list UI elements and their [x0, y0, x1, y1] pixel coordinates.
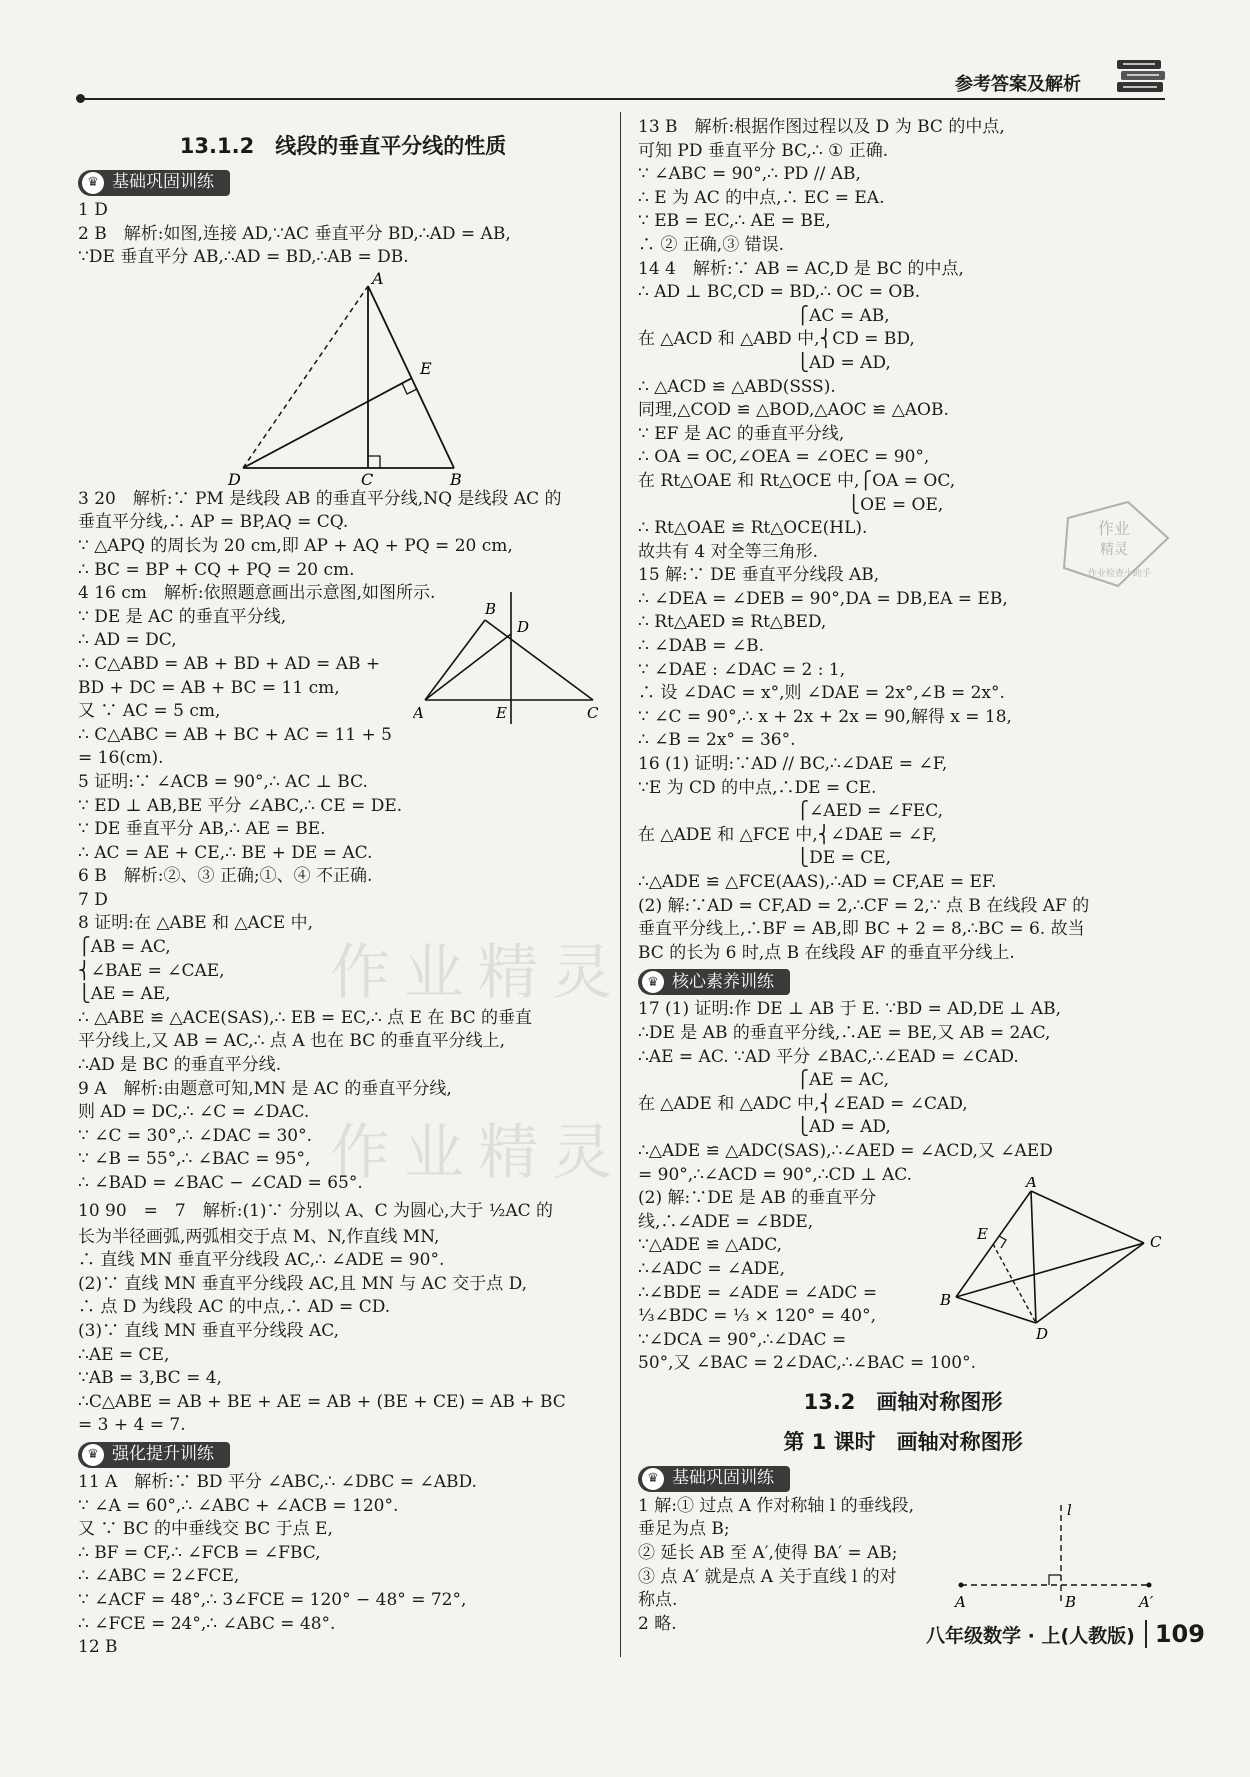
answer-line: ⎩AD = AD, [638, 1117, 891, 1138]
answer-line: 线,∴∠ADE = ∠BDE, [638, 1211, 814, 1232]
answer-line: ∴ Rt△OAE ≌ Rt△OCE(HL). [638, 518, 868, 539]
section-badge: ♛ 强化提升训练 [78, 1442, 230, 1468]
answer-line: 10 90 = 7 解析:(1)∵ 分别以 A、C 为圆心,大于 ½AC 的 [78, 1200, 554, 1221]
answer-line: 垂直平分线上,∴BF = AB,即 BC + 2 = 8,∴BC = 6. 故当 [638, 919, 1085, 940]
answer-line: 1 解:① 过点 A 作对称轴 l 的垂线段, [638, 1495, 915, 1516]
section-badge: ♛ 基础巩固训练 [78, 170, 230, 196]
left-column [78, 126, 608, 1660]
answer-line: = 3 + 4 = 7. [78, 1415, 186, 1436]
point-e: E [420, 358, 432, 378]
answer-line: 故共有 4 对全等三角形. [638, 541, 819, 562]
answer-line: (2) 解:∵DE 是 AB 的垂直平分 [638, 1188, 877, 1209]
point-c: C [1150, 1233, 1162, 1252]
answer-line: ∵ EB = EC,∴ AE = BE, [638, 211, 831, 232]
page-number: 109 [1145, 1620, 1205, 1648]
answer-line: 3 20 解析:∵ PM 是线段 AB 的垂直平分线,NQ 是线段 AC 的 [78, 488, 562, 509]
answer-line: ∴ BC = BP + CQ + PQ = 20 cm. [78, 559, 355, 580]
answer-line: ∴ BF = CF,∴ ∠FCB = ∠FBC, [78, 1542, 321, 1563]
lesson-title: 第 1 课时 画轴对称图形 [783, 1429, 1023, 1454]
answer-line: ∵ ∠DAE : ∠DAC = 2 : 1, [638, 659, 846, 680]
header-title: 参考答案及解析 [955, 74, 1081, 95]
answer-line: 15 解:∵ DE 垂直平分线段 AB, [638, 565, 880, 586]
crown-icon: ♛ [642, 1468, 664, 1490]
answer-line: ∴∠BDE = ∠ADE = ∠ADC = [638, 1282, 878, 1303]
answer-line: 2 B 解析:如图,连接 AD,∵AC 垂直平分 BD,∴AD = AB, [78, 223, 511, 244]
answer-line: 又 ∵ BC 的中垂线交 BC 于点 E, [78, 1519, 333, 1540]
answer-line: ∵ ED ⊥ AB,BE 平分 ∠ABC,∴ CE = DE. [78, 795, 403, 816]
watermark: 作业精灵 [330, 938, 626, 1008]
answer-line: ∴DE 是 AB 的垂直平分线,∴AE = BE,又 AB = 2AC, [638, 1022, 1051, 1043]
answer-line: BC 的长为 6 时,点 B 在线段 AF 的垂直平分线上. [638, 942, 1015, 963]
answer-line: ∴ Rt△AED ≌ Rt△BED, [638, 612, 827, 633]
books-icon [1115, 56, 1167, 96]
answer-line: ⎧AE = AC, [638, 1070, 889, 1091]
answer-line: ∴ C△ABD = AB + BD + AD = AB + [78, 653, 381, 674]
answer-line: ⅓∠BDC = ⅓ × 120° = 40°, [638, 1306, 876, 1327]
answer-line: ∴AE = CE, [78, 1344, 170, 1365]
answer-line: ∵ ∠ABC = 90°,∴ PD // AB, [638, 164, 861, 185]
answer-line: ⎧AC = AB, [638, 305, 890, 326]
answer-line: ⎧∠AED = ∠FEC, [638, 801, 944, 822]
answer-1: 1 D [78, 200, 108, 220]
answer-line: 称点. [638, 1590, 678, 1611]
point-b: B [940, 1291, 952, 1310]
answer-line: ∵ DE 是 AC 的垂直平分线, [78, 606, 287, 627]
answer-line: ∴ △ACD ≌ △ABD(SSS). [638, 376, 836, 397]
answer-line: ∴ C△ABC = AB + BC + AC = 11 + 5 [78, 724, 392, 745]
section-badge: ♛ 基础巩固训练 [638, 1466, 790, 1492]
answer-line: 则 AD = DC,∴ ∠C = ∠DAC. [78, 1102, 310, 1123]
answer-line: ∵ DE 垂直平分 AB,∴ AE = BE. [78, 819, 326, 840]
answer-line: ∴ 直线 MN 垂直平分线段 AC,∴ ∠ADE = 90°. [78, 1250, 445, 1271]
answer-line: 在 △ADE 和 △FCE 中,⎨∠DAE = ∠F, [638, 824, 937, 845]
answer-line: ⎩DE = CE, [638, 848, 892, 869]
watermark: 作业精灵 [330, 1118, 626, 1188]
answer-line: 5 证明:∵ ∠ACB = 90°,∴ AC ⊥ BC. [78, 771, 368, 792]
answer-line: ∴ AD = DC, [78, 630, 177, 651]
answer-line: 可知 PD 垂直平分 BC,∴ ① 正确. [638, 140, 889, 161]
answer-line: ∵E 为 CD 的中点,∴DE = CE. [638, 777, 877, 798]
point-a: A [955, 1592, 966, 1611]
answer-line: ∴ ∠B = 2x° = 36°. [638, 730, 796, 751]
answer-line: ∴ ∠ABC = 2∠FCE, [78, 1566, 240, 1587]
answer-line: 9 A 解析:由题意可知,MN 是 AC 的垂直平分线, [78, 1078, 452, 1099]
answer-line: = 16(cm). [78, 748, 164, 769]
answer-line: 平分线上,又 AB = AC,∴ 点 A 也在 BC 的垂直平分线上, [78, 1031, 506, 1052]
answer-line: ∴ 设 ∠DAC = x°,则 ∠DAE = 2x°,∠B = 2x°. [638, 683, 1005, 704]
answer-line: ∴ AD ⊥ BC,CD = BD,∴ OC = OB. [638, 282, 921, 303]
answer-7: 7 D [78, 889, 108, 910]
point-c: C [587, 704, 599, 723]
answer-line: 17 (1) 证明:作 DE ⊥ AB 于 E. ∵BD = AD,DE ⊥ AB, [638, 999, 1061, 1020]
answer-line: = 90°,∴∠ACD = 90°,∴CD ⊥ AC. [638, 1164, 913, 1185]
answer-line: ∴∠ADC = ∠ADE, [638, 1258, 785, 1279]
answer-line: 又 ∵ AC = 5 cm, [78, 701, 221, 722]
answer-line: 在 Rt△OAE 和 Rt△OCE 中,⎧OA = OC, [638, 470, 956, 491]
figure-quadrilateral-abcd [938, 1177, 1168, 1342]
answer-line: ∴△ADE ≌ △FCE(AAS),∴AD = CF,AE = EF. [638, 872, 997, 892]
answer-line: ∴ ② 正确,③ 错误. [638, 234, 785, 255]
point-e: E [977, 1225, 988, 1244]
answer-line: ⎩AD = AD, [638, 352, 891, 373]
answer-line: ∵ ∠B = 55°,∴ ∠BAC = 95°, [78, 1149, 311, 1170]
point-a: A [372, 269, 384, 288]
answer-line: ∵ ∠ACF = 48°,∴ 3∠FCE = 120° − 48° = 72°, [78, 1589, 467, 1610]
answer-line: ∴AD 是 BC 的垂直平分线. [78, 1055, 282, 1076]
point-e: E [496, 704, 507, 723]
answer-line: ② 延长 AB 至 A′,使得 BA′ = AB; [638, 1543, 898, 1564]
answer-line: 16 (1) 证明:∵AD // BC,∴∠DAE = ∠F, [638, 754, 948, 775]
answer-line: ③ 点 A′ 就是点 A 关于直线 l 的对 [638, 1566, 897, 1587]
section-title: 13.2 画轴对称图形 [803, 1389, 1003, 1414]
answer-line: ∴ ∠DAB = ∠B. [638, 636, 765, 657]
svg-text:精灵: 精灵 [1100, 542, 1128, 558]
answer-line: (2)∵ 直线 MN 垂直平分线段 AC,且 MN 与 AC 交于点 D, [78, 1273, 528, 1294]
header-rule [80, 98, 1165, 100]
figure-triangle-abc [413, 588, 603, 728]
answer-line: ⎩AE = AE, [78, 984, 171, 1005]
stamp [1058, 498, 1176, 590]
svg-text:作业: 作业 [1098, 519, 1131, 538]
point-a: A [413, 704, 424, 723]
answer-line: (3)∵ 直线 MN 垂直平分线段 AC, [78, 1320, 340, 1341]
answer-line: ∴ AC = AE + CE,∴ BE + DE = AC. [78, 842, 373, 863]
answer-line: ∵ ∠A = 60°,∴ ∠ABC + ∠ACB = 120°. [78, 1495, 399, 1516]
answer-line: ∴ ∠BAD = ∠BAC − ∠CAD = 65°. [78, 1173, 363, 1193]
answer-line: 11 A 解析:∵ BD 平分 ∠ABC,∴ ∠DBC = ∠ABD. [78, 1471, 477, 1492]
svg-text:作业检查小助手: 作业检查小助手 [1088, 569, 1152, 579]
answer-line: ∴ △ABE ≌ △ACE(SAS),∴ EB = EC,∴ 点 E 在 BC 的垂直 [78, 1007, 532, 1028]
point-c: C [361, 469, 374, 488]
crown-icon: ♛ [82, 172, 104, 194]
answer-line: ⎧AB = AC, [78, 937, 171, 958]
point-d: D [517, 618, 530, 637]
answer-line: ∴AE = AC. ∵AD 平分 ∠BAC,∴∠EAD = ∠CAD. [638, 1046, 1019, 1067]
answer-line: 14 4 解析:∵ AB = AC,D 是 BC 的中点, [638, 258, 964, 279]
answer-line: 2 略. [638, 1613, 677, 1634]
figure-axis-symmetry [953, 1495, 1163, 1615]
answer-line: ∴ E 为 AC 的中点,∴ EC = EA. [638, 187, 885, 208]
answer-line: 在 △ACD 和 △ABD 中,⎨CD = BD, [638, 329, 915, 350]
column-divider [620, 112, 621, 1657]
answer-line: (2) 解:∵AD = CF,AD = 2,∴CF = 2,∵ 点 B 在线段 AF 的 [638, 895, 1090, 916]
point-b: B [485, 600, 497, 619]
crown-icon: ♛ [642, 971, 664, 993]
section-title: 13.1.2 线段的垂直平分线的性质 [179, 134, 507, 158]
answer-line: 垂直平分线,∴ AP = BP,AQ = CQ. [78, 512, 349, 533]
figure-triangle-abd [78, 270, 608, 488]
answer-line: ∴ OA = OC,∠OEA = ∠OEC = 90°, [638, 447, 930, 468]
point-a: A [1026, 1177, 1037, 1192]
answer-line: ∵∠DCA = 90°,∴∠DAC = [638, 1329, 847, 1350]
answer-line: ∵ ∠C = 30°,∴ ∠DAC = 30°. [78, 1125, 313, 1146]
answer-line: 8 证明:在 △ABE 和 △ACE 中, [78, 913, 313, 934]
answer-line: ∴ 点 D 为线段 AC 的中点,∴ AD = CD. [78, 1297, 391, 1318]
point-a-prime: A′ [1139, 1592, 1154, 1611]
answer-line: ∴ ∠FCE = 24°,∴ ∠ABC = 48°. [78, 1613, 336, 1634]
answer-line: ⎩OE = OE, [638, 494, 944, 515]
answer-line: 50°,又 ∠BAC = 2∠DAC,∴∠BAC = 100°. [638, 1353, 977, 1374]
answer-line: ∴△ADE ≌ △ADC(SAS),∴∠AED = ∠ACD,又 ∠AED [638, 1140, 1053, 1161]
crown-icon: ♛ [82, 1444, 104, 1466]
answer-6: 6 B 解析:②、③ 正确;①、④ 不正确. [78, 866, 373, 887]
answer-line: 13 B 解析:根据作图过程以及 D 为 BC 的中点, [638, 117, 1005, 137]
answer-line: 同理,△COD ≌ △BOD,△AOC ≌ △AOB. [638, 400, 949, 421]
answer-line: ∵DE 垂直平分 AB,∴AD = BD,∴AB = DB. [78, 247, 409, 268]
answer-line: ∵△ADE ≌ △ADC, [638, 1235, 783, 1256]
line-l: l [1067, 1500, 1072, 1519]
answer-line: 4 16 cm 解析:依照题意画出示意图,如图所示. [78, 583, 436, 604]
answer-line: ⎨∠BAE = ∠CAE, [78, 960, 225, 981]
answer-line: BD + DC = AB + BC = 11 cm, [78, 677, 340, 698]
answer-line: ∴ ∠DEA = ∠DEB = 90°,DA = DB,EA = EB, [638, 588, 1008, 609]
answer-line: 长为半径画弧,两弧相交于点 M、N,作直线 MN, [78, 1226, 440, 1247]
answer-line: ∵ △APQ 的周长为 20 cm,即 AP + AQ + PQ = 20 cm, [78, 535, 513, 556]
footer [926, 1620, 1205, 1648]
point-b: B [1065, 1592, 1077, 1611]
footer-text: 八年级数学 · 上(人教版) [926, 1625, 1135, 1647]
point-b: B [450, 469, 462, 488]
answer-line: ∵AB = 3,BC = 4, [78, 1368, 222, 1389]
point-d: D [1036, 1325, 1049, 1343]
answer-line: 在 △ADE 和 △ADC 中,⎨∠EAD = ∠CAD, [638, 1093, 968, 1114]
answer-line: ∴C△ABE = AB + BE + AE = AB + (BE + CE) = AB + BC [78, 1391, 566, 1412]
answer-line: ∵ ∠C = 90°,∴ x + 2x + 2x = 90,解得 x = 18, [638, 706, 1012, 727]
point-d: D [228, 469, 241, 488]
section-badge: ♛ 核心素养训练 [638, 969, 790, 995]
answer-line: ∵ EF 是 AC 的垂直平分线, [638, 423, 845, 444]
answer-line: 垂足为点 B; [638, 1519, 730, 1540]
answer-12: 12 B [78, 1637, 118, 1658]
right-column [638, 116, 1168, 1636]
